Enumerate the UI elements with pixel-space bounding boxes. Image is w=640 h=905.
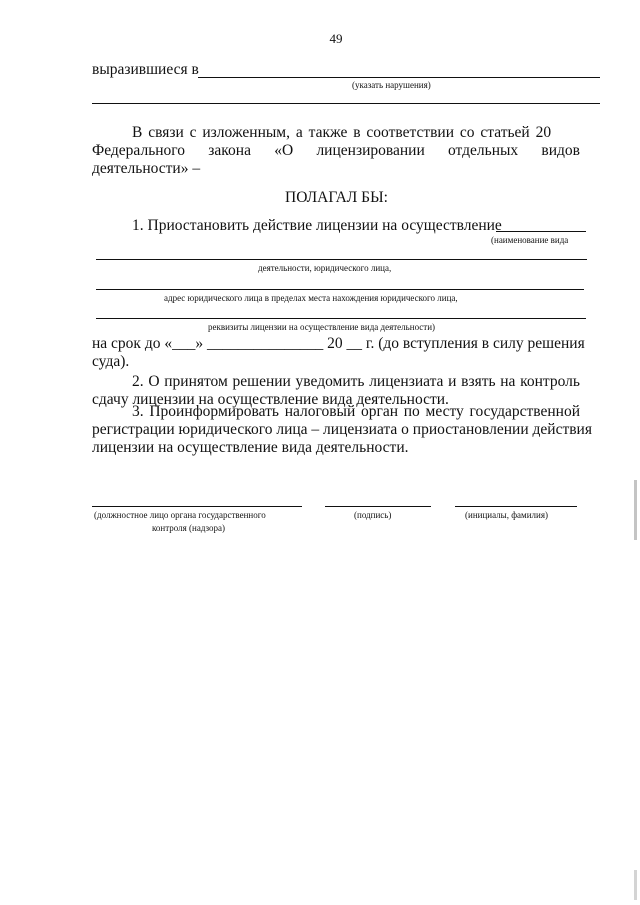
intro-line-3: деятельности» – [92, 160, 201, 177]
official-label-line-1: (должностное лицо органа государственного [94, 510, 266, 520]
scan-edge-mark [634, 870, 637, 900]
official-signature-line [92, 506, 302, 507]
signature-line [325, 506, 431, 507]
item3-line-2: регистрации юридического лица – лицензиата о приостановлении действия [92, 421, 592, 438]
initials-label: (инициалы, фамилия) [465, 510, 548, 520]
item3-line-1: 3. Проинформировать налоговый орган по месту государственной [132, 403, 580, 420]
hint-address: адрес юридического лица в пределах места нахождения юридического лица, [164, 293, 458, 303]
term-line: на срок до «___» _______________ 20 __ г. (до вступления в силу решения [92, 335, 585, 352]
decision-heading: ПОЛАГАЛ БЫ: [285, 189, 388, 206]
activity-blank-line [96, 259, 587, 260]
official-label-line-2: контроля (надзора) [152, 523, 226, 533]
violations-second-line [92, 103, 600, 104]
item3-line-3: лицензии на осуществление вида деятельности. [92, 439, 409, 456]
item1-line-1: 1. Приостановить действие лицензии на осуществление [132, 217, 502, 234]
hint-details: реквизиты лицензии на осуществление вида деятельности) [208, 322, 436, 332]
intro-line-1: В связи с изложенным, а также в соответствии со статьей 20 [132, 124, 552, 141]
license-kind-blank-line [496, 231, 586, 232]
intro-line-2: Федерального закона «О лицензировании отдельных видов [92, 142, 580, 159]
signature-label: (подпись) [354, 510, 392, 520]
address-blank-line [96, 289, 584, 290]
item2-line-2: сдачу лицензии на осуществление вида деятельности. [92, 391, 449, 408]
page-number: 49 [329, 31, 343, 46]
item2-line-1: 2. О принятом решении уведомить лицензиата и взять на контроль [132, 373, 580, 390]
violations-hint: (указать нарушения) [352, 80, 431, 90]
initials-line [455, 506, 577, 507]
scan-edge-mark [634, 480, 637, 540]
hint-activity: деятельности, юридического лица, [258, 263, 392, 273]
expressed-label: выразившиеся в [92, 61, 199, 78]
term-end: суда). [92, 353, 130, 370]
details-blank-line [96, 318, 586, 319]
violations-blank-line [198, 77, 600, 78]
hint-kind: (наименование вида [491, 235, 569, 245]
